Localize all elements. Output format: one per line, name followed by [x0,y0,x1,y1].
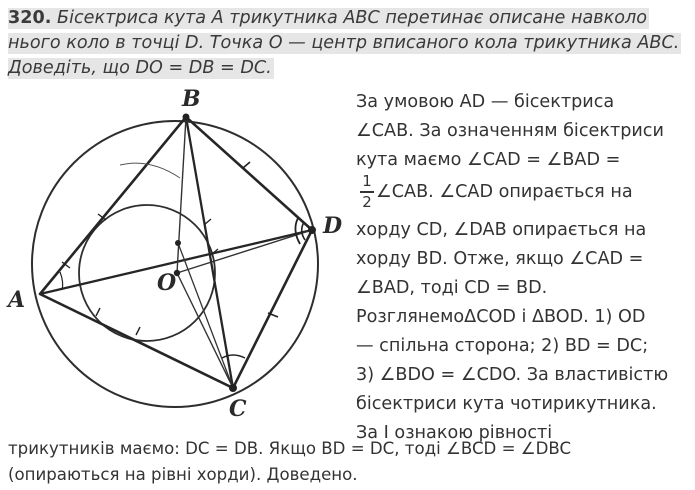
fraction-numerator: 1 [362,172,372,190]
segment-bo [177,117,186,273]
solution-line: ∠CAB. За означенням бісектриси [356,121,664,141]
solution-line: За умовою AD — бісектриса [356,92,615,112]
solution-line: кута маємо ∠CAD = ∠BAD = [356,150,621,170]
solution-line: За I ознакою рівності [356,423,553,443]
solution-line: ∠BAD, тоді CD = BD. [356,278,548,298]
point-b [183,114,190,121]
label-o: O [157,270,177,296]
segment-oc [177,273,233,388]
solution-line: (опираються на рівні хорди). Доведено. [8,465,358,484]
fraction-denominator: 2 [362,193,372,211]
point-inner [175,240,181,246]
solution-line: хорду CD, ∠DAB опирається на [356,220,647,240]
tick-bd [243,162,250,168]
segment-od [177,230,312,273]
label-c: C [229,396,247,422]
label-b: B [182,86,201,112]
solution-line: РозглянемоΔCOD і ΔBOD. 1) OD [356,307,646,327]
solution-line: ∠CAB. ∠CAD опирається на [376,182,633,202]
problem-number: 320. [8,8,52,28]
label-d: D [323,213,343,239]
angle-mark-d [295,218,300,244]
solution-line: бісектриси кута чотирикутника. [356,394,657,414]
construction-arc [120,163,180,178]
tick-ac2 [136,327,140,335]
segment-bc [186,117,233,388]
point-d [308,226,316,234]
angle-mark-c [222,355,245,358]
incircle [79,205,215,341]
circumcircle [32,121,318,407]
solution-line: хорду BD. Отже, якщо ∠CAD = [356,249,644,269]
solution-line: — спільна сторона; 2) BD = DC; [356,336,649,356]
problem-text: Бісектриса кута A трикутника ABC перетинає описане навколо нього коло в точці D. Точка O — центр вписаного кола трикутника ABC. Доведіть, що DO = DB = DC. [8,8,680,78]
angle-mark-a [60,272,63,290]
point-c [229,384,237,392]
tick-ac [96,308,100,316]
label-a: A [8,287,26,313]
solution-line: трикутників маємо: DC = DB. Якщо BD = DC, тоді ∠BCD = ∠DBC [8,439,572,458]
solution-line: 3) ∠BDO = ∠CDO. За властивістю [356,365,669,385]
